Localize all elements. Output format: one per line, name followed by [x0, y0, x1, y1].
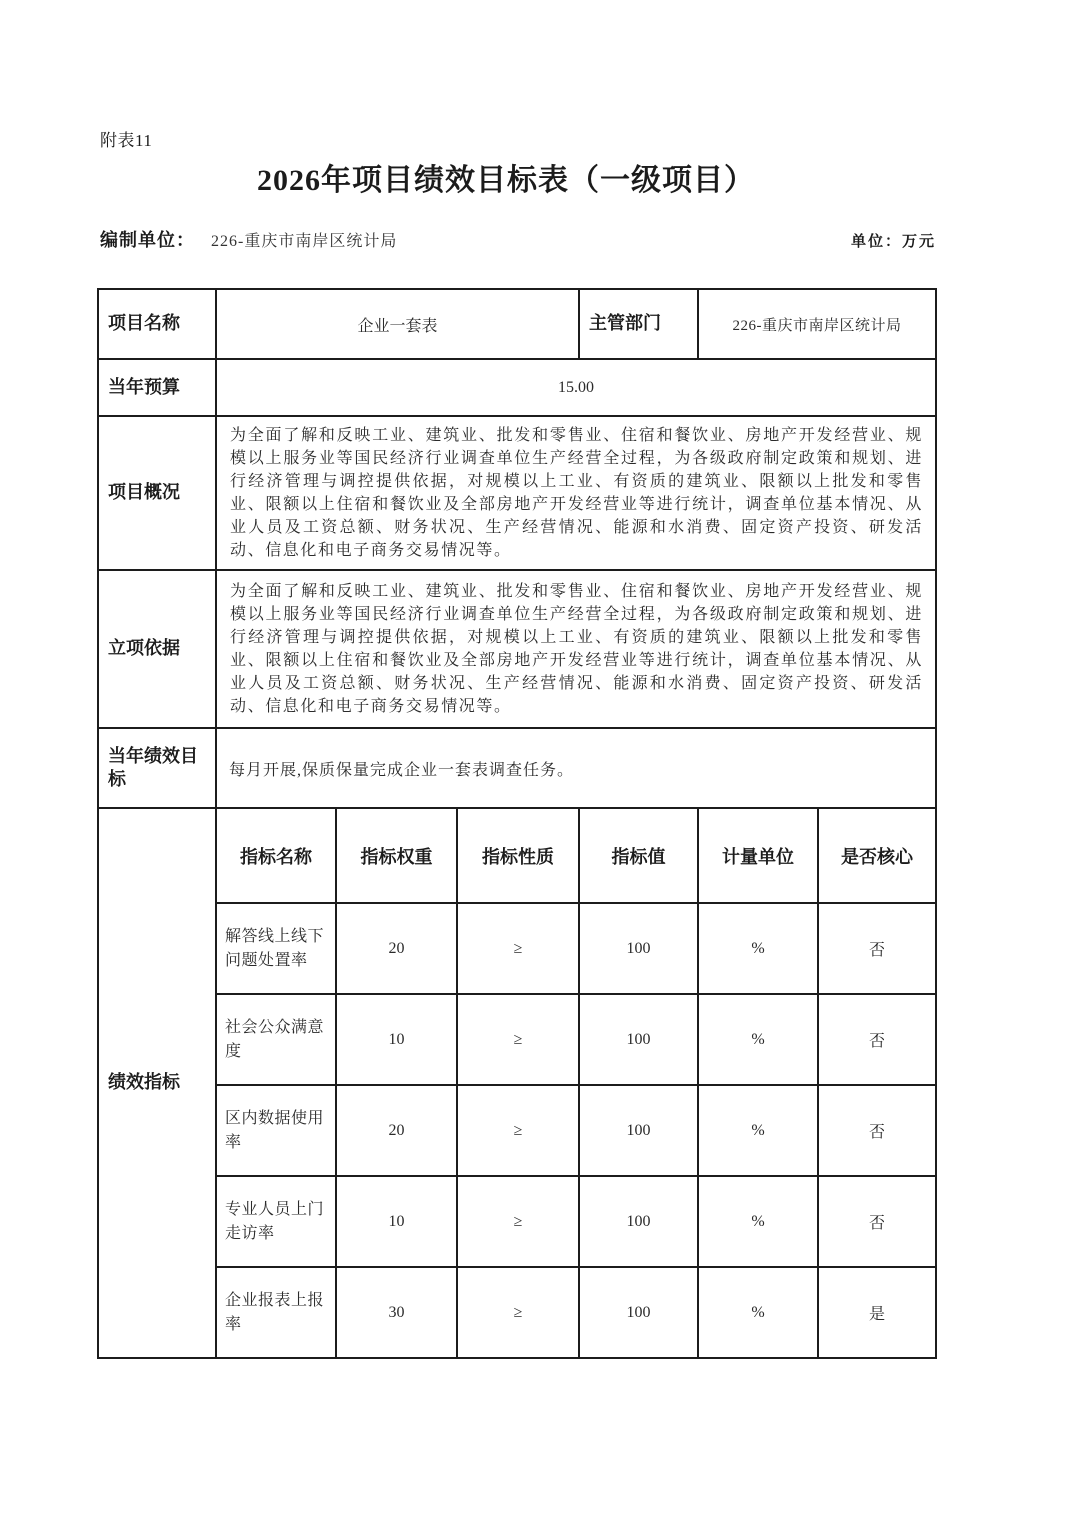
basis-text: 为全面了解和反映工业、建筑业、批发和零售业、住宿和餐饮业、房地产开发经营业、规模以上服务业等国民经济行业调查单位生产经营全过程，为各级政府制定政策和规划、进行经济管理与调控提供依据，对规模以上工业、有资质的建筑业、限额以上批发和零售业、限额以上住宿和餐饮业及全部房地产开发经营业等进行统计，调查单位基本情况、从业人员及工资总额、财务状况、生产经营情况、能源和水消费、固定资产投资、研发活动、信息化和电子商务交易情况等。: [216, 570, 936, 728]
indicator-unit: %: [698, 903, 818, 994]
indicator-row: [98, 1267, 936, 1358]
indicator-name: 企业报表上报率: [216, 1267, 336, 1358]
indicators-label: 绩效指标: [98, 808, 216, 1358]
overview-label: 项目概况: [98, 416, 216, 570]
indicator-name: 解答线上线下问题处置率: [216, 903, 336, 994]
row-annual-target: [98, 728, 936, 808]
row-overview: [98, 416, 936, 570]
overview-text: 为全面了解和反映工业、建筑业、批发和零售业、住宿和餐饮业、房地产开发经营业、规模以上服务业等国民经济行业调查单位生产经营全过程，为各级政府制定政策和规划、进行经济管理与调控提供依据，对规模以上工业、有资质的建筑业、限额以上批发和零售业、限额以上住宿和餐饮业及全部房地产开发经营业等进行统计，调查单位基本情况、从业人员及工资总额、财务状况、生产经营情况、能源和水消费、固定资产投资、研发活动、信息化和电子商务交易情况等。: [216, 416, 936, 570]
indicator-core: 否: [818, 1176, 936, 1267]
unit-note: 单位：万元: [850, 234, 936, 250]
indicator-name: 专业人员上门走访率: [216, 1176, 336, 1267]
header-indicator-nature: 指标性质: [457, 808, 579, 903]
indicator-nature: ≥: [457, 994, 579, 1085]
annual-target-text: 每月开展,保质保量完成企业一套表调查任务。: [216, 728, 936, 808]
page-title: 2026年项目绩效目标表（一级项目）: [257, 164, 755, 197]
row-basis: [98, 570, 936, 728]
budget-label: 当年预算: [98, 359, 216, 416]
row-indicator-header: [98, 808, 936, 903]
indicator-row: [98, 1085, 936, 1176]
indicator-weight: 10: [336, 1176, 457, 1267]
indicator-row: [98, 903, 936, 994]
indicator-nature: ≥: [457, 903, 579, 994]
prepared-by-value: 226-重庆市南岸区统计局: [211, 233, 398, 250]
header-indicator-unit: 计量单位: [698, 808, 818, 903]
indicator-core: 是: [818, 1267, 936, 1358]
prepared-by-label: 编制单位：: [100, 230, 195, 250]
meta-row: [100, 226, 936, 252]
department-label: 主管部门: [579, 289, 698, 359]
header-indicator-value: 指标值: [579, 808, 698, 903]
performance-target-table: [97, 288, 937, 1359]
indicator-unit: %: [698, 1176, 818, 1267]
indicator-unit: %: [698, 1267, 818, 1358]
indicator-unit: %: [698, 1085, 818, 1176]
header-indicator-name: 指标名称: [216, 808, 336, 903]
indicator-value: 100: [579, 903, 698, 994]
annex-label: 附表11: [100, 131, 153, 150]
indicator-core: 否: [818, 903, 936, 994]
header-indicator-core: 是否核心: [818, 808, 936, 903]
annual-target-label: 当年绩效目标: [98, 728, 216, 808]
indicator-value: 100: [579, 1085, 698, 1176]
indicator-value: 100: [579, 1267, 698, 1358]
indicator-core: 否: [818, 994, 936, 1085]
indicator-name: 社会公众满意度: [216, 994, 336, 1085]
indicator-unit: %: [698, 994, 818, 1085]
indicator-nature: ≥: [457, 1176, 579, 1267]
budget-value: 15.00: [216, 359, 936, 416]
project-name-label: 项目名称: [98, 289, 216, 359]
indicator-value: 100: [579, 1176, 698, 1267]
indicator-name: 区内数据使用率: [216, 1085, 336, 1176]
indicator-weight: 20: [336, 1085, 457, 1176]
indicator-nature: ≥: [457, 1085, 579, 1176]
row-project-name: [98, 289, 936, 359]
indicator-weight: 30: [336, 1267, 457, 1358]
project-name-value: 企业一套表: [216, 289, 579, 359]
row-budget: [98, 359, 936, 416]
department-value: 226-重庆市南岸区统计局: [698, 289, 936, 359]
indicator-row: [98, 994, 936, 1085]
indicator-nature: ≥: [457, 1267, 579, 1358]
indicator-weight: 20: [336, 903, 457, 994]
indicator-core: 否: [818, 1085, 936, 1176]
basis-label: 立项依据: [98, 570, 216, 728]
indicator-weight: 10: [336, 994, 457, 1085]
header-indicator-weight: 指标权重: [336, 808, 457, 903]
indicator-value: 100: [579, 994, 698, 1085]
indicator-row: [98, 1176, 936, 1267]
